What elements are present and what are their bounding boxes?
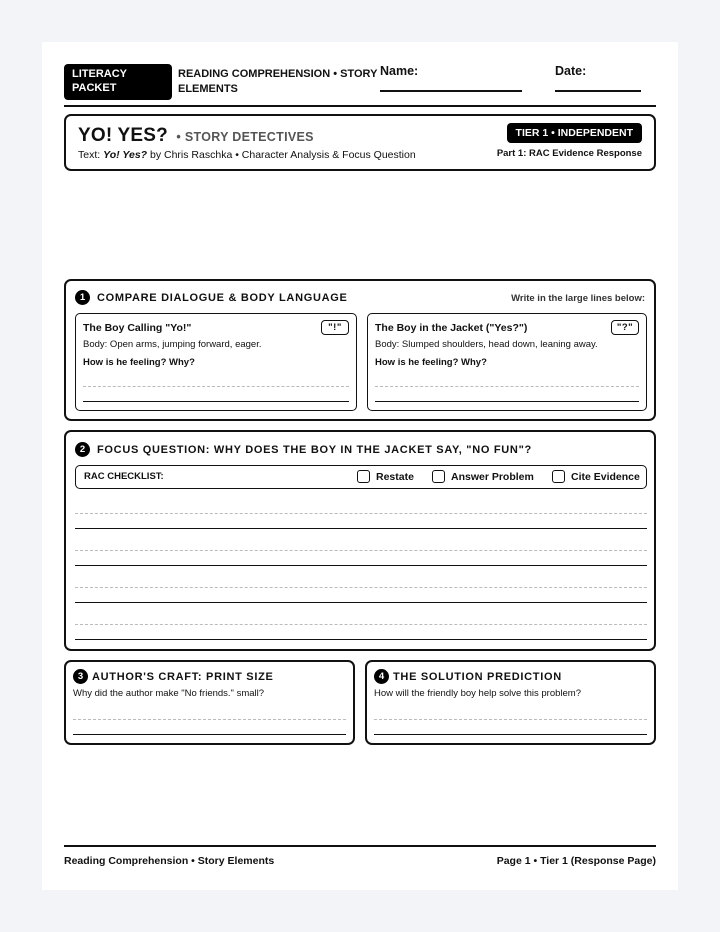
- section-number-4: 4: [374, 669, 389, 684]
- focus-answer-line-4[interactable]: [75, 639, 647, 640]
- footer-rule: [64, 845, 656, 847]
- rac-checklist: [75, 465, 647, 489]
- section-authors-craft: [64, 660, 355, 745]
- cite-evidence-label: Cite Evidence: [571, 470, 640, 483]
- tier-badge: TIER 1 • INDEPENDENT: [507, 123, 642, 143]
- prediction-answer-line[interactable]: [374, 734, 647, 735]
- card-1-answer-line[interactable]: [83, 401, 349, 402]
- card-2-question: How is he feeling? Why?: [375, 357, 487, 368]
- checklist-item-cite-evidence[interactable]: [552, 470, 640, 483]
- text-credit: [78, 149, 416, 161]
- title-box: [64, 114, 656, 171]
- focus-answer-line-2[interactable]: [75, 565, 647, 566]
- section-1-instruction: Write in the large lines below:: [511, 293, 645, 304]
- footer-right: Page 1 • Tier 1 (Response Page): [496, 855, 656, 867]
- checklist-item-answer-problem[interactable]: [432, 470, 534, 483]
- card-1-body: Body: Open arms, jumping forward, eager.: [83, 339, 262, 350]
- header-subtitle-line-1: READING COMPREHENSION • STORY: [178, 68, 378, 80]
- checklist-item-restate[interactable]: [357, 470, 414, 483]
- focus-guide-line-3: [75, 587, 647, 588]
- answer-problem-checkbox[interactable]: [432, 470, 445, 483]
- focus-answer-line-1[interactable]: [75, 528, 647, 529]
- date-label: Date:: [555, 64, 587, 78]
- answer-problem-label: Answer Problem: [451, 470, 534, 483]
- section-3-question: Why did the author make "No friends." small?: [73, 688, 265, 699]
- title-row: [78, 125, 314, 147]
- card-2-guide-line: [375, 386, 639, 387]
- name-input[interactable]: [380, 90, 522, 92]
- section-3-title: AUTHOR'S CRAFT: PRINT SIZE: [92, 671, 274, 683]
- restate-label: Restate: [376, 470, 414, 483]
- card-1-guide-line: [83, 386, 349, 387]
- section-solution-prediction: [365, 660, 656, 745]
- footer-left: Reading Comprehension • Story Elements: [64, 855, 275, 867]
- card-1-question: How is he feeling? Why?: [83, 357, 195, 368]
- badge-line-2: PACKET: [72, 82, 117, 94]
- restate-checkbox[interactable]: [357, 470, 370, 483]
- section-4-question: How will the friendly boy help solve this problem?: [374, 688, 581, 699]
- part-label: Part 1: RAC Evidence Response: [496, 148, 642, 159]
- focus-guide-line-2: [75, 550, 647, 551]
- section-1-title: COMPARE DIALOGUE & BODY LANGUAGE: [97, 292, 348, 304]
- card-2-title: The Boy in the Jacket ("Yes?"): [375, 322, 528, 334]
- header-subtitle-line-2: ELEMENTS: [178, 83, 238, 95]
- card-2-badge: "?": [611, 320, 639, 335]
- card-2-body: Body: Slumped shoulders, head down, leaning away.: [375, 339, 598, 350]
- card-1-title: The Boy Calling "Yo!": [83, 322, 192, 334]
- section-2-title: FOCUS QUESTION: WHY DOES THE BOY IN THE JACKET SAY, "NO FUN"?: [97, 444, 532, 456]
- text-suffix: by Chris Raschka • Character Analysis & Focus Question: [150, 149, 416, 161]
- card-boy-calling-yo: [75, 313, 357, 411]
- craft-guide-line: [73, 719, 346, 720]
- prediction-guide-line: [374, 719, 647, 720]
- text-title: Yo! Yes?: [103, 149, 148, 161]
- name-label: Name:: [380, 64, 419, 78]
- badge-line-1: LITERACY: [72, 68, 127, 80]
- rac-checklist-label: RAC CHECKLIST:: [84, 471, 164, 482]
- section-compare-dialogue: [64, 279, 656, 421]
- section-focus-question: [64, 430, 656, 651]
- header-rule: [64, 105, 656, 107]
- focus-guide-line-1: [75, 513, 647, 514]
- literacy-packet-badge: [64, 64, 172, 100]
- worksheet-title: YO! YES?: [78, 125, 168, 146]
- header-subtitle: [178, 67, 378, 97]
- section-number-1: 1: [75, 290, 90, 305]
- date-input[interactable]: [555, 90, 641, 92]
- section-number-2: 2: [75, 442, 90, 457]
- section-number-3: 3: [73, 669, 88, 684]
- card-boy-in-jacket: [367, 313, 647, 411]
- worksheet-subtitle: • STORY DETECTIVES: [176, 130, 314, 144]
- focus-guide-line-4: [75, 624, 647, 625]
- text-prefix: Text:: [78, 149, 101, 161]
- card-2-answer-line[interactable]: [375, 401, 639, 402]
- section-4-title: THE SOLUTION PREDICTION: [393, 671, 562, 683]
- card-1-badge: "!": [321, 320, 349, 335]
- cite-evidence-checkbox[interactable]: [552, 470, 565, 483]
- focus-answer-line-3[interactable]: [75, 602, 647, 603]
- craft-answer-line[interactable]: [73, 734, 346, 735]
- worksheet-page: [42, 42, 678, 890]
